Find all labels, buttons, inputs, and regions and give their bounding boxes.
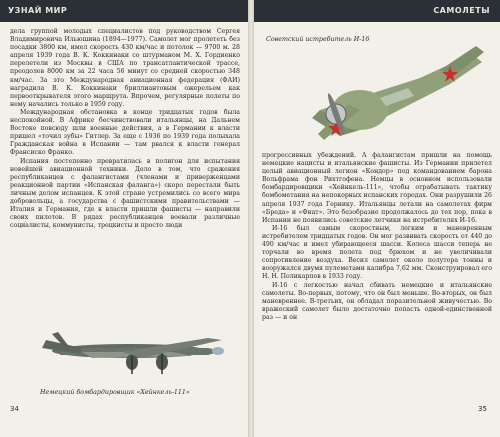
left-page-number: 34 — [10, 405, 19, 413]
right-paragraph-3: И-16 с легкостью начал сбивать немецкие и итальянские самолеты. Во-первых, потому, что он был меньше. Во-вторых, он был маневреннее. В-третьих, он обладал поразительной живучестью. Во вражеский самолет было достаточно попасть одной-единственной раз — и он — [262, 281, 492, 321]
right-header-title: САМОЛЕТЫ — [433, 6, 490, 15]
left-header-title: УЗНАЙ МИР — [8, 6, 68, 15]
soviet-fighter-i16-illustration — [300, 40, 490, 152]
right-page-text — [262, 152, 492, 322]
i16-caption: Советский истребитель И-16 — [266, 36, 370, 43]
right-page-number: 35 — [478, 405, 487, 413]
right-page-header — [254, 0, 500, 22]
book-gutter — [248, 0, 254, 437]
he111-caption: Немецкий бомбардировщик «Хейнкель-111» — [40, 389, 190, 396]
left-paragraph-3: Испания постепенно превратилась в полигон для испытания новейшей авиационной техники. Дело в том, что сражения республиканцев с фалангистами (членами и приверженцами реакционной партии «Испанская фаланга») скоро перестали быть личным делом испанцев. К этой стране устремились со всего мира добровольцы, а государства с фашистскими правительствами — Италия и Германия, где к власти пришли фашисты — направили своих пилотов. В рядах республиканцев воевали различные социалисты, коммунисты, троцкисты и просто люди — [10, 157, 240, 230]
left-page-header — [0, 0, 248, 22]
left-paragraph-2: Международная обстановка в конце тридцатых годов была неспокойной. В Африке бесчинствовали итальянцы, на Дальнем Востоке повсюду шли военные действия, а в Германии к власти пришел «точил зубы» Гитлер. За еще с 1936 по 1939 года полыхала Гражданская война в Испании — там рвался к власти генерал Франсиско Франко. — [10, 108, 240, 157]
right-paragraph-2: И-16 был самым скоростным, легким и маневренным истребителем тридцатых годов. Он мог развивать скорость от 440 до 490 км/час и имел убирающееся шасси. Колеса шасси теперь не торчали во время полета под брюхом и не увеличивали сопротивление воздуха. Весил самолет около полутора тонны и вооружался двумя пулеметами калибра 7,62 мм. Сконструировал его Н. Н. Поликарпов в 1933 году. — [262, 224, 492, 281]
right-paragraph-1: прогрессивных убеждений. А фалангистам пришли на помощь немецкие нацисты и итальянские фашисты. Из Германии прилетел целый авиационный легион «Кондор» под командованием барона Вольфрама фон Рихтгофена. Немцы в основном использовали бомбардировщики «Хейнкель-111», чтобы отрабатывать тактику бомбометания на непокорных испанских городах. Они разрушили 26 апреля 1937 года Гернику. Итальянцы летали на самолетах фирм «Бреда» и «Фиат». Это безобразие продолжалось до тех пор, пока в Испании не появились советские летчики на истребителях И-16. — [262, 152, 492, 224]
left-paragraph-1: дела группой молодых специалистов под руководством Сергея Владимировича Ильюшина (1894—1977). Самолет мог пролететь без посадки 3800 км, имел скорость 430 км/час и потолок — 9700 м. 28 апреля 1939 года В. К. Коккинаки со штурманом М. Х. Гордиенко перелетели из Москвы в США по трансатлантической трассе, преодолев 8000 км за 22 часа 56 минут со средней скоростью 348 км/час. За это Международная авиационная федерация (ФАИ) наградила В. К. Коккинаки бриллиантовым ожерельем как первооткрывателя этого маршрута. Впрочем, регулярные полеты по нему начались только в 1959 году. — [10, 28, 240, 108]
left-page-text — [10, 28, 240, 230]
german-bomber-he111-illustration — [22, 318, 234, 384]
